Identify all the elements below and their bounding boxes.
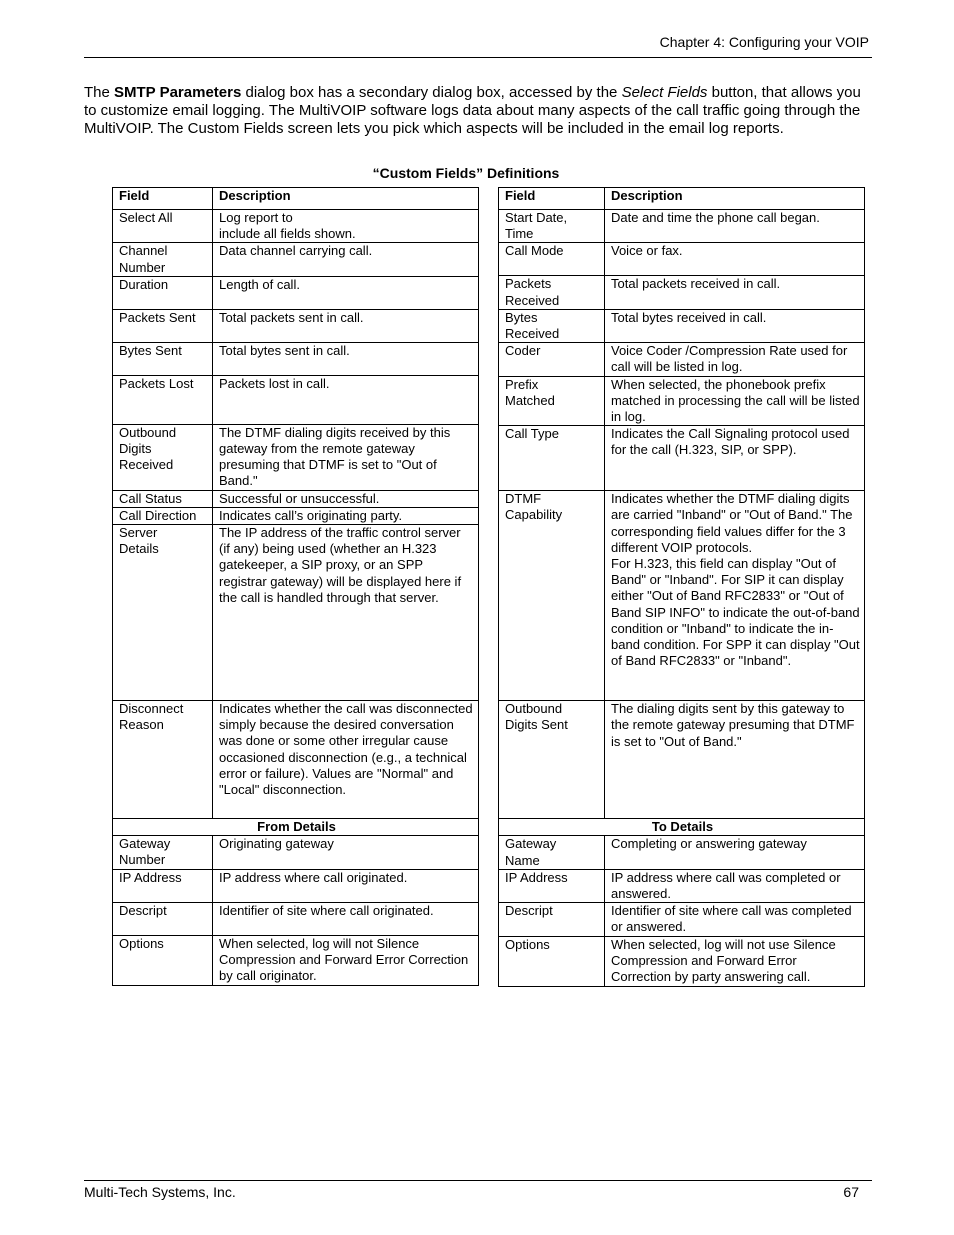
field-description: Identifier of site where call was completed or answered.	[605, 903, 865, 936]
table-row	[113, 507, 479, 524]
field-description: IP address where call was completed or answered.	[605, 869, 865, 902]
field-name: Server Details	[113, 525, 213, 701]
table-row	[113, 375, 479, 424]
table-row	[499, 836, 865, 869]
field-description: IP address where call originated.	[213, 869, 479, 902]
column-header-description: Description	[213, 188, 479, 210]
table-row	[499, 903, 865, 936]
table-row	[499, 491, 865, 701]
table-row	[113, 525, 479, 701]
field-name: Options	[499, 936, 605, 986]
field-description: Log report to include all fields shown.	[213, 210, 479, 243]
field-description: Length of call.	[213, 276, 479, 309]
field-name: Packets Lost	[113, 375, 213, 424]
field-description: Voice Coder /Compression Rate used for call will be listed in log.	[605, 343, 865, 376]
field-name: Call Direction	[113, 507, 213, 524]
field-name: Gateway Name	[499, 836, 605, 869]
field-name: Call Status	[113, 490, 213, 507]
table-row	[499, 869, 865, 902]
field-name: Options	[113, 935, 213, 985]
field-name: Call Mode	[499, 243, 605, 276]
field-description: Data channel carrying call.	[213, 243, 479, 276]
table-row	[113, 276, 479, 309]
field-name: Bytes Received	[499, 309, 605, 342]
field-description: The DTMF dialing digits received by this gateway from the remote gateway presuming that DTMF is set to "Out of Band."	[213, 424, 479, 490]
field-name: Packets Received	[499, 276, 605, 309]
section-title-to-details: To Details	[499, 819, 865, 836]
table-row	[113, 210, 479, 243]
section-header-row	[113, 819, 479, 836]
table-header-row	[113, 188, 479, 210]
field-description: When selected, log will not use Silence Compression and Forward Error Correction by party answering call.	[605, 936, 865, 986]
intro-bold-term: SMTP Parameters	[114, 84, 242, 101]
custom-fields-table-right	[498, 187, 865, 987]
field-name: Descript	[113, 902, 213, 935]
table-row	[499, 243, 865, 276]
table-header-row	[499, 188, 865, 210]
table-row	[113, 490, 479, 507]
field-description: Identifier of site where call originated.	[213, 902, 479, 935]
field-description: When selected, log will not Silence Compression and Forward Error Correction by call originator.	[213, 935, 479, 985]
field-description: Packets lost in call.	[213, 375, 479, 424]
field-description: Total bytes sent in call.	[213, 342, 479, 375]
field-name: Channel Number	[113, 243, 213, 276]
field-description: The IP address of the traffic control server (if any) being used (whether an H.323 gatekeeper, a SIP proxy, or an SPP registrar gateway) will be displayed here if the call is handled through that server.	[213, 525, 479, 701]
table-row	[113, 243, 479, 276]
intro-text: The	[84, 84, 115, 101]
intro-paragraph	[84, 84, 872, 138]
field-name: Gateway Number	[113, 836, 213, 869]
table-row	[113, 424, 479, 490]
field-description: Indicates the Call Signaling protocol used for the call (H.323, SIP, or SPP).	[605, 426, 865, 491]
table-row	[113, 309, 479, 342]
field-description: Total packets received in call.	[605, 276, 865, 309]
intro-text: button, that allows you to customize email logging. The MultiVOIP software logs data about many aspects of the call traffic going through the MultiVOIP. The Custom Fields screen lets you pick which aspects will be included in the email log reports.	[84, 84, 861, 137]
field-description: Indicates call’s originating party.	[213, 507, 479, 524]
intro-italic-term: Select Fields	[621, 84, 708, 101]
field-description: Completing or answering gateway	[605, 836, 865, 869]
field-description: Total bytes received in call.	[605, 309, 865, 342]
field-name: Outbound Digits Received	[113, 424, 213, 490]
field-name: Bytes Sent	[113, 342, 213, 375]
field-description: The dialing digits sent by this gateway to the remote gateway presuming that DTMF is set to "Out of Band."	[605, 701, 865, 819]
field-name: IP Address	[499, 869, 605, 902]
table-caption: “Custom Fields” Definitions	[372, 165, 560, 181]
table-row	[499, 376, 865, 426]
field-name: Start Date, Time	[499, 210, 605, 243]
field-description: Voice or fax.	[605, 243, 865, 276]
field-description: Indicates whether the call was disconnected simply because the desired conversation was done or some other irregular cause occasioned disconnection (e.g., a technical error or failure). Values are "Normal" and "Local" disconnection.	[213, 701, 479, 819]
field-name: Coder	[499, 343, 605, 376]
section-title-from-details: From Details	[113, 819, 479, 836]
field-name: Prefix Matched	[499, 376, 605, 426]
page-number: 67	[843, 1184, 859, 1200]
field-description: Total packets sent in call.	[213, 309, 479, 342]
table-row	[113, 902, 479, 935]
field-name: Descript	[499, 903, 605, 936]
table-row	[113, 342, 479, 375]
table-row	[113, 701, 479, 819]
field-name: Duration	[113, 276, 213, 309]
field-name: Outbound Digits Sent	[499, 701, 605, 819]
table-row	[113, 935, 479, 985]
field-name: IP Address	[113, 869, 213, 902]
field-description: When selected, the phonebook prefix matched in processing the call will be listed in log.	[605, 376, 865, 426]
field-name: Disconnect Reason	[113, 701, 213, 819]
table-row	[499, 426, 865, 491]
field-description: Successful or unsuccessful.	[213, 490, 479, 507]
field-name: Select All	[113, 210, 213, 243]
field-name: Packets Sent	[113, 309, 213, 342]
intro-text: dialog box has a secondary dialog box, accessed by the	[241, 84, 622, 101]
footer-rule	[84, 1180, 872, 1181]
field-name: DTMF Capability	[499, 491, 605, 701]
footer-company: Multi-Tech Systems, Inc.	[84, 1184, 236, 1200]
column-header-field: Field	[113, 188, 213, 210]
custom-fields-table-left	[112, 187, 479, 986]
chapter-header: Chapter 4: Configuring your VOIP	[659, 34, 869, 50]
table-row	[499, 936, 865, 986]
table-row	[499, 309, 865, 342]
field-name: Call Type	[499, 426, 605, 491]
table-row	[113, 836, 479, 869]
table-row	[499, 210, 865, 243]
field-description: Date and time the phone call began.	[605, 210, 865, 243]
section-header-row	[499, 819, 865, 836]
table-row	[113, 869, 479, 902]
field-description: Originating gateway	[213, 836, 479, 869]
field-description: Indicates whether the DTMF dialing digits are carried "Inband" or "Out of Band." The corresponding field values differ for the 3 different VOIP protocols. For H.323, this field can display "Out of Band" or "Inband". For SIP it can display either "Out of Band RFC2833" or "Out of Band SIP INFO" to indicate the out-of-band condition or "Inband" to indicate the in-band condition. For SPP it can display "Out of Band RFC2833" or "Inband".	[605, 491, 865, 701]
table-row	[499, 701, 865, 819]
column-header-field: Field	[499, 188, 605, 210]
table-row	[499, 276, 865, 309]
header-rule	[84, 57, 872, 58]
table-row	[499, 343, 865, 376]
column-header-description: Description	[605, 188, 865, 210]
